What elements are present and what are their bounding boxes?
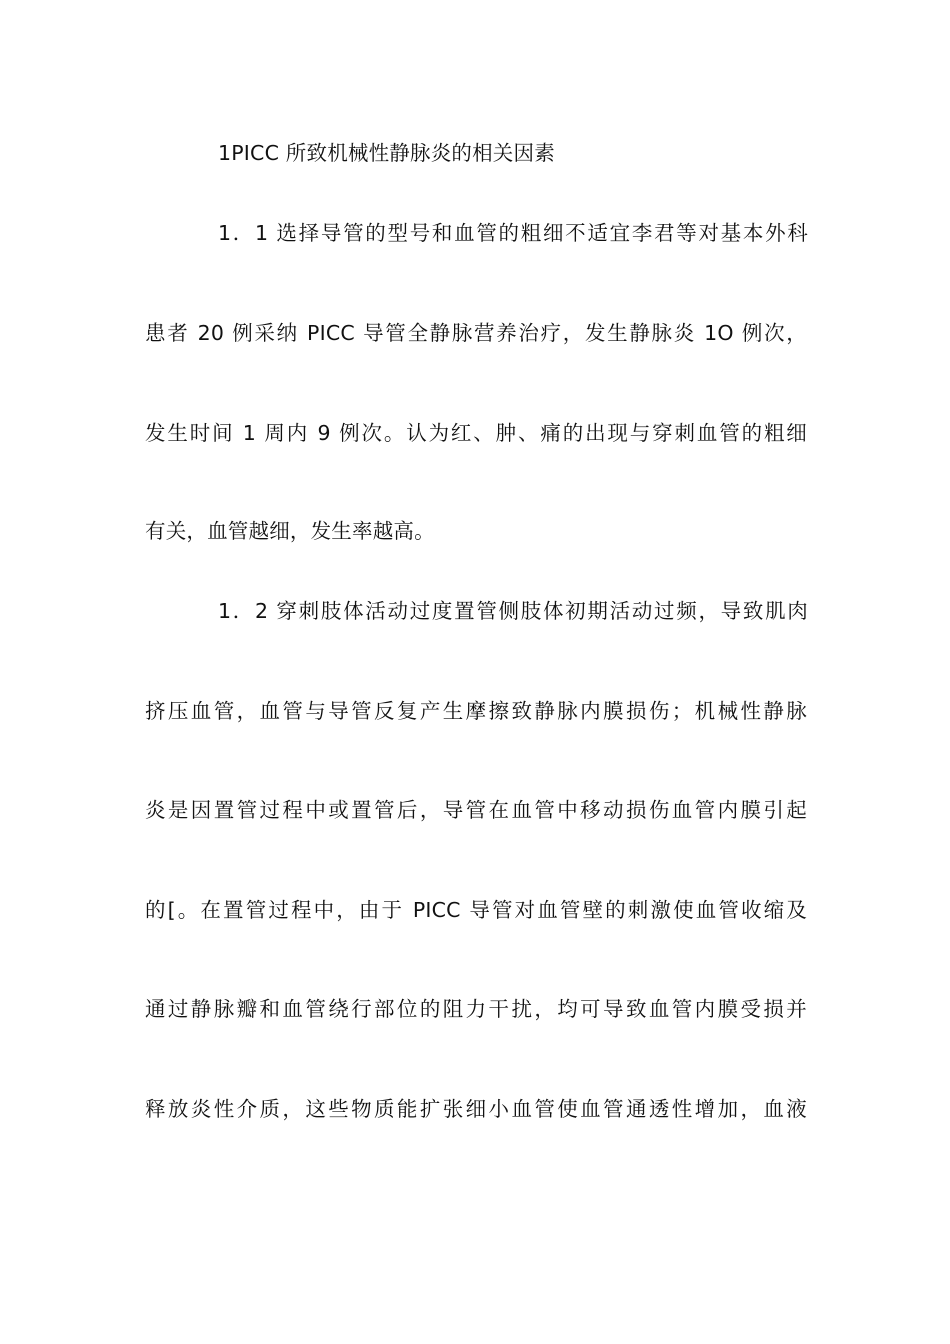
paragraph-line-7: 炎是因置管过程中或置管后，导管在血管中移动损伤血管内膜引起 [145,798,807,822]
section-heading: 1PICC 所致机械性静脉炎的相关因素 [218,141,555,165]
paragraph-line-5: 1．2 穿刺肢体活动过度置管侧肢体初期活动过频，导致肌肉 [218,599,808,623]
paragraph-line-3: 发生时间 1 周内 9 例次。认为红、肿、痛的出现与穿刺血管的粗细 [145,421,807,445]
paragraph-line-9: 通过静脉瓣和血管绕行部位的阻力干扰，均可导致血管内膜受损并 [145,997,807,1021]
paragraph-line-1: 1．1 选择导管的型号和血管的粗细不适宜李君等对基本外科 [218,221,808,245]
paragraph-line-2: 患者 20 例采纳 PICC 导管全静脉营养治疗，发生静脉炎 1O 例次， [145,321,807,345]
paragraph-line-8: 的[。在置管过程中，由于 PICC 导管对血管壁的刺激使血管收缩及 [145,898,807,922]
paragraph-line-4: 有关，血管越细，发生率越高。 [145,519,435,543]
paragraph-line-10: 释放炎性介质，这些物质能扩张细小血管使血管通透性增加，血液 [145,1097,807,1121]
paragraph-line-6: 挤压血管，血管与导管反复产生摩擦致静脉内膜损伤；机械性静脉 [145,699,807,723]
